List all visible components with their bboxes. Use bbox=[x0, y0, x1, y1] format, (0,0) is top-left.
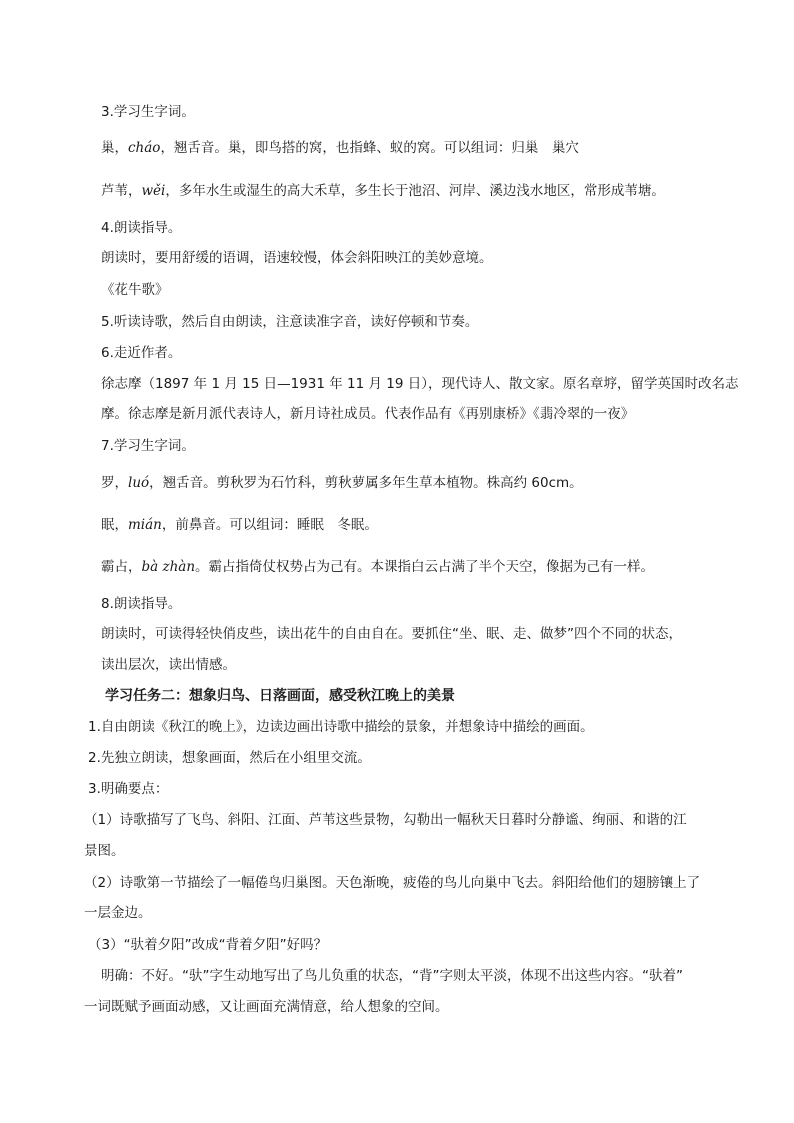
vocab-wei-explanation: ，多年水生或湿生的高大禾草，多生长于池沼、河岸、溪边浅水地区，常形成苇塘。 bbox=[165, 183, 665, 199]
point-3-question: （3）“驮着夕阳”改成“背着夕阳”好吗？ bbox=[88, 937, 328, 953]
point-1-line-2: 景图。 bbox=[84, 843, 125, 859]
vocab-wei-word: 芦苇， bbox=[101, 183, 142, 199]
vocab-bazhan-explanation: 。霸占指倚仗权势占为己有。本课指白云占满了半个天空，像据为己有一样。 bbox=[195, 559, 655, 575]
poem-title: 《花牛歌》 bbox=[101, 282, 169, 298]
point-2-line-2: 一层金边。 bbox=[84, 905, 152, 921]
author-bio-line-2: 摩。徐志摩是新月派代表诗人，新月诗社成员。代表作品有《再别康桥》《翡冷翠的一夜》 bbox=[101, 406, 635, 422]
section-3-heading: 3.学习生字词。 bbox=[101, 104, 195, 120]
vocab-luo-pinyin: luó bbox=[128, 475, 150, 491]
section-4-heading: 4.朗读指导。 bbox=[101, 220, 182, 236]
point-1-line-1: （1）诗歌描写了飞鸟、斜阳、江面、芦苇这些景物，勾勒出一幅秋天日暮时分静谧、绚丽、和谐的江 bbox=[84, 812, 687, 828]
vocab-bazhan-word: 霸占， bbox=[101, 559, 142, 575]
vocab-luo bbox=[101, 474, 583, 492]
vocab-chao-explanation: ，翘舌音。巢，即鸟搭的窝，也指蜂、蚁的窝。可以组词：归巢 巢穴 bbox=[160, 140, 579, 156]
author-bio-line-1: 徐志摩（1897 年 1 月 15 日—1931 年 11 月 19 日），现代诗人、散文家。原名章垿，留学英国时改名志 bbox=[101, 376, 739, 392]
task-2-item-3: 3.明确要点： bbox=[88, 781, 169, 797]
vocab-mian-word: 眠， bbox=[101, 517, 128, 533]
vocab-luo-explanation: ，翘舌音。剪秋罗为石竹科，剪秋萝属多年生草本植物。株高约 60cm。 bbox=[149, 475, 583, 491]
task-2-item-1: 1.自由朗读《秋江的晚上》，边读边画出诗歌中描绘的景象，并想象诗中描绘的画面。 bbox=[88, 719, 594, 735]
vocab-mian-pinyin: mián bbox=[128, 517, 162, 533]
vocab-wei bbox=[101, 182, 665, 200]
task-2-item-2: 2.先独立朗读，想象画面，然后在小组里交流。 bbox=[88, 750, 371, 766]
section-7-heading: 7.学习生字词。 bbox=[101, 438, 195, 454]
task-2-heading: 学习任务二：想象归鸟、日落画面，感受秋江晚上的美景 bbox=[105, 688, 455, 704]
vocab-chao-pinyin: cháo bbox=[128, 140, 161, 156]
vocab-mian-explanation: ，前鼻音。可以组词：睡眠 冬眠。 bbox=[161, 517, 378, 533]
point-2-line-1: （2）诗歌第一节描绘了一幅倦鸟归巢图。天色渐晚，疲倦的鸟儿向巢中飞去。斜阳给他们的翅膀镶上了 bbox=[84, 875, 701, 891]
vocab-bazhan bbox=[101, 558, 654, 576]
section-4-text: 朗读时，要用舒缓的语调，语速较慢，体会斜阳映江的美妙意境。 bbox=[101, 250, 493, 266]
point-3-answer-line-1: 明确：不好。“驮”字生动地写出了鸟儿负重的状态，“背”字则太平淡，体现不出这些内容。“驮着” bbox=[101, 968, 683, 984]
reading-guide-line-1: 朗读时，可读得轻快俏皮些，读出花牛的自由自在。要抓住“坐、眠、走、做梦”四个不同的状态， bbox=[101, 626, 682, 642]
vocab-chao-char: 巢， bbox=[101, 140, 128, 156]
point-3-answer-line-2: 一词既赋予画面动感，又让画面充满情意，给人想象的空间。 bbox=[84, 999, 449, 1015]
section-8-heading: 8.朗读指导。 bbox=[101, 596, 182, 612]
vocab-luo-word: 罗， bbox=[101, 475, 128, 491]
section-6-heading: 6.走近作者。 bbox=[101, 345, 182, 361]
vocab-chao bbox=[101, 139, 579, 157]
vocab-mian bbox=[101, 516, 378, 534]
section-5-heading: 5.听读诗歌，然后自由朗读，注意读准字音，读好停顿和节奏。 bbox=[101, 314, 479, 330]
reading-guide-line-2: 读出层次，读出情感。 bbox=[101, 657, 236, 673]
vocab-wei-pinyin: wěi bbox=[141, 183, 166, 199]
vocab-bazhan-pinyin: bà zhàn bbox=[141, 559, 196, 575]
